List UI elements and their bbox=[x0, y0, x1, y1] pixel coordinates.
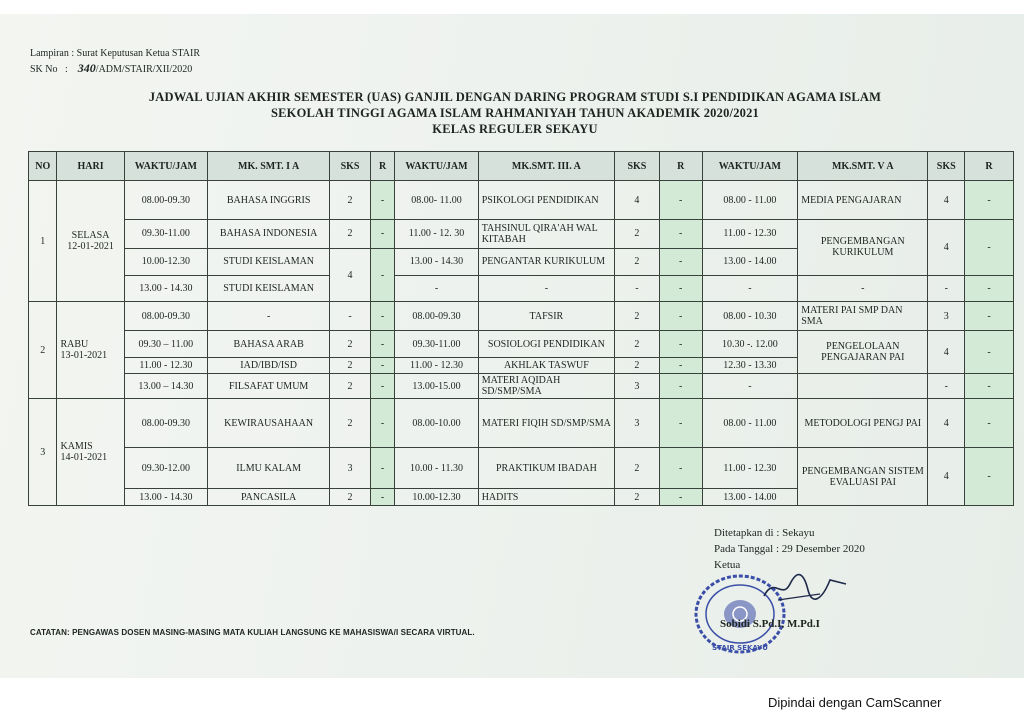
sks-cell: 2 bbox=[615, 331, 660, 358]
table-row bbox=[29, 399, 1014, 448]
time-cell: 09.30-12.00 bbox=[124, 448, 207, 489]
col-header: WAKTU/JAM bbox=[395, 152, 478, 181]
sks-cell: 2 bbox=[615, 220, 660, 249]
document-title bbox=[100, 89, 930, 137]
handwritten-signature-icon bbox=[760, 570, 850, 606]
room-cell: - bbox=[659, 357, 702, 373]
room-cell: - bbox=[370, 302, 394, 331]
sks-cell: 4 bbox=[928, 399, 965, 448]
sks-cell: 2 bbox=[615, 357, 660, 373]
room-cell: - bbox=[659, 448, 702, 489]
col-header: MK.SMT. V A bbox=[798, 152, 928, 181]
room-cell: - bbox=[965, 399, 1014, 448]
sks-cell: 2 bbox=[615, 302, 660, 331]
course-cell: PENGELOLAAN PENGAJARAN PAI bbox=[798, 331, 928, 374]
day-number: 3 bbox=[29, 399, 57, 506]
sks-cell: 2 bbox=[330, 331, 371, 358]
room-cell: - bbox=[370, 489, 394, 506]
table-row bbox=[29, 374, 1014, 399]
course-cell bbox=[798, 374, 928, 399]
course-cell: - bbox=[478, 275, 614, 302]
course-cell: FILSAFAT UMUM bbox=[208, 374, 330, 399]
time-cell: 11.00 - 12.30 bbox=[395, 357, 478, 373]
room-cell: - bbox=[965, 302, 1014, 331]
sks-cell: - bbox=[615, 275, 660, 302]
table-row bbox=[29, 275, 1014, 302]
day-number: 1 bbox=[29, 181, 57, 302]
time-cell: 08.00 - 11.00 bbox=[702, 181, 798, 220]
course-cell: PENGEMBANGAN KURIKULUM bbox=[798, 220, 928, 276]
room-cell: - bbox=[659, 489, 702, 506]
signature-block bbox=[714, 525, 865, 573]
sks-cell: - bbox=[928, 275, 965, 302]
time-cell: 13.00 - 14.30 bbox=[124, 489, 207, 506]
course-cell: PENGEMBANGAN SISTEM EVALUASI PAI bbox=[798, 448, 928, 506]
course-cell: HADITS bbox=[478, 489, 614, 506]
room-cell: - bbox=[659, 399, 702, 448]
table-row bbox=[29, 302, 1014, 331]
day-number: 2 bbox=[29, 302, 57, 399]
time-cell: 10.30 -. 12.00 bbox=[702, 331, 798, 358]
title-line-1: JADWAL UJIAN AKHIR SEMESTER (UAS) GANJIL DENGAN DARING PROGRAM STUDI S.I PENDIDIKAN AGAMA ISLAM bbox=[148, 90, 882, 104]
signatory-name: Sobidi S.Pd.I, M.Pd.I bbox=[720, 618, 820, 630]
col-header: R bbox=[659, 152, 702, 181]
table-row bbox=[29, 331, 1014, 358]
sks-cell: 3 bbox=[330, 448, 371, 489]
time-cell: 08.00-09.30 bbox=[395, 302, 478, 331]
table-header-row bbox=[29, 152, 1014, 181]
room-cell: - bbox=[965, 448, 1014, 506]
col-header: WAKTU/JAM bbox=[124, 152, 207, 181]
course-cell: MATERI FIQIH SD/SMP/SMA bbox=[478, 399, 614, 448]
time-cell: 13.00 - 14.00 bbox=[702, 248, 798, 275]
room-cell: - bbox=[659, 248, 702, 275]
sks-cell: 4 bbox=[928, 331, 965, 374]
stamp-text: STAIR SEKAYU bbox=[712, 644, 768, 652]
course-cell: BAHASA INDONESIA bbox=[208, 220, 330, 249]
time-cell: 10.00-12.30 bbox=[395, 489, 478, 506]
sks-cell: 2 bbox=[330, 374, 371, 399]
room-cell: - bbox=[659, 374, 702, 399]
time-cell: 13.00 - 14.00 bbox=[702, 489, 798, 506]
sks-cell: 2 bbox=[330, 220, 371, 249]
role-line: Ketua bbox=[714, 559, 741, 571]
time-cell: 08.00 - 10.30 bbox=[702, 302, 798, 331]
col-header: NO bbox=[29, 152, 57, 181]
time-cell: 11.00 - 12. 30 bbox=[395, 220, 478, 249]
room-cell: - bbox=[370, 399, 394, 448]
course-cell: - bbox=[798, 275, 928, 302]
time-cell: 12.30 - 13.30 bbox=[702, 357, 798, 373]
room-cell: - bbox=[370, 374, 394, 399]
course-cell: TAHSINUL QIRA'AH WAL KITABAH bbox=[478, 220, 614, 249]
col-header: MK.SMT. III. A bbox=[478, 152, 614, 181]
sks-cell: 4 bbox=[928, 448, 965, 506]
time-cell: 08.00-09.30 bbox=[124, 302, 207, 331]
time-cell: 13.00 - 14.30 bbox=[395, 248, 478, 275]
table-row bbox=[29, 220, 1014, 249]
day-cell: SELASA 12-01-2021 bbox=[57, 181, 124, 302]
course-cell: BAHASA ARAB bbox=[208, 331, 330, 358]
room-cell: - bbox=[965, 275, 1014, 302]
sks-cell: 3 bbox=[615, 374, 660, 399]
col-header: SKS bbox=[330, 152, 371, 181]
sks-cell: 2 bbox=[330, 181, 371, 220]
room-cell: - bbox=[659, 181, 702, 220]
room-cell: - bbox=[659, 275, 702, 302]
room-cell: - bbox=[659, 302, 702, 331]
room-cell: - bbox=[965, 331, 1014, 374]
room-cell: - bbox=[370, 248, 394, 301]
day-cell: KAMIS 14-01-2021 bbox=[57, 399, 124, 506]
course-cell: STUDI KEISLAMAN bbox=[208, 248, 330, 275]
room-cell: - bbox=[370, 331, 394, 358]
sks-cell: - bbox=[330, 302, 371, 331]
course-cell: PANCASILA bbox=[208, 489, 330, 506]
time-cell: 10.00-12.30 bbox=[124, 248, 207, 275]
course-cell: PSIKOLOGI PENDIDIKAN bbox=[478, 181, 614, 220]
course-cell: METODOLOGI PENGJ PAI bbox=[798, 399, 928, 448]
exam-schedule-table bbox=[28, 151, 1014, 506]
sks-cell: 4 bbox=[928, 181, 965, 220]
scanner-watermark: Dipindai dengan CamScanner bbox=[768, 695, 942, 710]
time-cell: 09.30 – 11.00 bbox=[124, 331, 207, 358]
date-line: Pada Tanggal : 29 Desember 2020 bbox=[714, 543, 865, 555]
col-header: R bbox=[370, 152, 394, 181]
col-header: MK. SMT. I A bbox=[208, 152, 330, 181]
table-row bbox=[29, 448, 1014, 489]
time-cell: 08.00 - 11.00 bbox=[702, 399, 798, 448]
time-cell: 09.30-11.00 bbox=[124, 220, 207, 249]
time-cell: 13.00 – 14.30 bbox=[124, 374, 207, 399]
sks-cell: 2 bbox=[615, 489, 660, 506]
sks-cell: 2 bbox=[615, 248, 660, 275]
col-header: WAKTU/JAM bbox=[702, 152, 798, 181]
note-text: CATATAN: PENGAWAS DOSEN MASING-MASING MATA KULIAH LANGSUNG KE MAHASISWA/I SECARA VIRTUAL. bbox=[30, 628, 475, 637]
sks-cell: 4 bbox=[330, 248, 371, 301]
lampiran-block bbox=[30, 46, 200, 77]
room-cell: - bbox=[370, 448, 394, 489]
time-cell: - bbox=[395, 275, 478, 302]
title-line-2: SEKOLAH TINGGI AGAMA ISLAM RAHMANIYAH TAHUN AKADEMIK 2020/2021 bbox=[270, 106, 760, 120]
sks-cell: 2 bbox=[330, 357, 371, 373]
time-cell: 11.00 - 12.30 bbox=[702, 448, 798, 489]
room-cell: - bbox=[659, 220, 702, 249]
room-cell: - bbox=[965, 220, 1014, 276]
sks-cell: 2 bbox=[615, 448, 660, 489]
course-cell: ILMU KALAM bbox=[208, 448, 330, 489]
place-line: Ditetapkan di : Sekayu bbox=[714, 527, 815, 539]
time-cell: 08.00-10.00 bbox=[395, 399, 478, 448]
course-cell: BAHASA INGGRIS bbox=[208, 181, 330, 220]
course-cell: SOSIOLOGI PENDIDIKAN bbox=[478, 331, 614, 358]
time-cell: 13.00 - 14.30 bbox=[124, 275, 207, 302]
col-header: HARI bbox=[57, 152, 124, 181]
table-row bbox=[29, 181, 1014, 220]
time-cell: 11.00 - 12.30 bbox=[702, 220, 798, 249]
time-cell: 08.00-09.30 bbox=[124, 181, 207, 220]
time-cell: 11.00 - 12.30 bbox=[124, 357, 207, 373]
day-cell: RABU 13-01-2021 bbox=[57, 302, 124, 399]
sks-cell: 2 bbox=[330, 489, 371, 506]
course-cell: KEWIRAUSAHAAN bbox=[208, 399, 330, 448]
sk-number-line: SK No : 340/ADM/STAIR/XII/2020 bbox=[30, 61, 193, 75]
title-line-3: KELAS REGULER SEKAYU bbox=[432, 122, 598, 136]
sks-cell: - bbox=[928, 374, 965, 399]
course-cell: AKHLAK TASWUF bbox=[478, 357, 614, 373]
room-cell: - bbox=[659, 331, 702, 358]
course-cell: TAFSIR bbox=[478, 302, 614, 331]
course-cell: IAD/IBD/ISD bbox=[208, 357, 330, 373]
room-cell: - bbox=[965, 374, 1014, 399]
course-cell: MATERI AQIDAH SD/SMP/SMA bbox=[478, 374, 614, 399]
sks-cell: 4 bbox=[928, 220, 965, 276]
course-cell: MEDIA PENGAJARAN bbox=[798, 181, 928, 220]
course-cell: MATERI PAI SMP DAN SMA bbox=[798, 302, 928, 331]
time-cell: 09.30-11.00 bbox=[395, 331, 478, 358]
time-cell: - bbox=[702, 275, 798, 302]
sks-cell: 3 bbox=[928, 302, 965, 331]
room-cell: - bbox=[370, 357, 394, 373]
time-cell: 10.00 - 11.30 bbox=[395, 448, 478, 489]
room-cell: - bbox=[370, 181, 394, 220]
col-header: R bbox=[965, 152, 1014, 181]
time-cell: - bbox=[702, 374, 798, 399]
sk-number-handwritten: 340 bbox=[77, 61, 96, 75]
room-cell: - bbox=[965, 181, 1014, 220]
course-cell: STUDI KEISLAMAN bbox=[208, 275, 330, 302]
sks-cell: 2 bbox=[330, 399, 371, 448]
col-header: SKS bbox=[928, 152, 965, 181]
time-cell: 08.00-09.30 bbox=[124, 399, 207, 448]
col-header: SKS bbox=[615, 152, 660, 181]
room-cell: - bbox=[370, 220, 394, 249]
lampiran-line: Lampiran : Surat Keputusan Ketua STAIR bbox=[30, 48, 200, 59]
sks-cell: 4 bbox=[615, 181, 660, 220]
time-cell: 13.00-15.00 bbox=[395, 374, 478, 399]
course-cell: PRAKTIKUM IBADAH bbox=[478, 448, 614, 489]
time-cell: 08.00- 11.00 bbox=[395, 181, 478, 220]
sks-cell: 3 bbox=[615, 399, 660, 448]
course-cell: PENGANTAR KURIKULUM bbox=[478, 248, 614, 275]
course-cell: - bbox=[208, 302, 330, 331]
